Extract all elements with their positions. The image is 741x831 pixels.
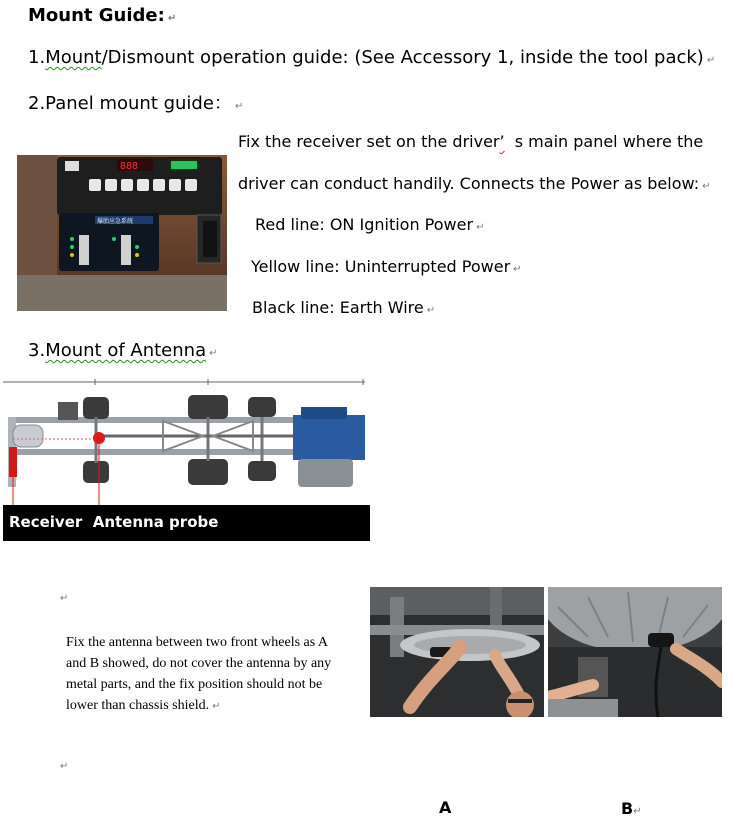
panel-photo bbox=[17, 155, 227, 311]
panel-text-2: driver can conduct handily. Connects the Power as below: bbox=[238, 174, 700, 193]
antenna-note-text: Fix the antenna between two front wheels as A and B showed, do not cover the antenna by any metal parts, and the fix position should not be lower than chassis shield. bbox=[66, 635, 332, 713]
paragraph-mark: ↵ bbox=[633, 806, 642, 817]
step-3-number: 3. bbox=[28, 340, 46, 361]
paragraph-mark: ↵ bbox=[706, 55, 716, 66]
photo-a-label: A bbox=[439, 798, 452, 817]
paragraph-mark-blank-2: ↵ bbox=[60, 761, 69, 772]
photo-a bbox=[370, 587, 544, 717]
title-text: Mount Guide: bbox=[28, 5, 165, 26]
step-1-mount-word: Mount bbox=[45, 47, 102, 68]
paragraph-mark: ↵ bbox=[209, 348, 218, 359]
step-2-text: 2.Panel mount guide： bbox=[28, 93, 232, 114]
wire-red-text: Red line: ON Ignition Power bbox=[255, 215, 474, 234]
paragraph-mark: ↵ bbox=[212, 701, 221, 712]
panel-illustration bbox=[17, 155, 227, 311]
step-1-heading bbox=[28, 47, 715, 68]
photo-a-illustration bbox=[370, 587, 544, 717]
device-screen-digits: 888 bbox=[120, 161, 139, 172]
step-1-number: 1. bbox=[28, 47, 46, 68]
wire-yellow bbox=[251, 257, 522, 276]
device-chinese-label: 爆胎应急系统 bbox=[97, 218, 134, 225]
panel-text-line-1 bbox=[238, 132, 703, 151]
paragraph-mark: ↵ bbox=[426, 305, 436, 316]
photo-b-label: B bbox=[621, 799, 634, 818]
photo-b-label-wrap bbox=[621, 799, 642, 818]
step-3-text: Mount of Antenna bbox=[45, 340, 207, 361]
paragraph-mark-blank-1: ↵ bbox=[60, 593, 69, 604]
page-title bbox=[28, 5, 176, 26]
paragraph-mark: ↵ bbox=[513, 264, 522, 275]
step-2-heading bbox=[28, 89, 243, 115]
wire-black-text: Black line: Earth Wire bbox=[252, 298, 424, 317]
panel-apostrophe: ’ bbox=[499, 132, 505, 151]
paragraph-mark: ↵ bbox=[167, 13, 177, 24]
step-1-text: /Dismount operation guide: (See Accessory 1, inside the tool pack) bbox=[101, 47, 704, 68]
chassis-caption: Receiver Antenna probe bbox=[9, 513, 219, 531]
panel-text-line-2 bbox=[238, 174, 711, 193]
paragraph-mark: ↵ bbox=[234, 101, 244, 112]
step-3-heading bbox=[28, 340, 218, 361]
wire-yellow-text: Yellow line: Uninterrupted Power bbox=[251, 257, 511, 276]
panel-text-1b: s main panel where the bbox=[514, 132, 704, 151]
chassis-diagram bbox=[3, 377, 370, 541]
paragraph-mark: ↵ bbox=[476, 222, 485, 233]
photo-b bbox=[548, 587, 722, 717]
wire-red bbox=[255, 215, 484, 234]
photo-b-illustration bbox=[548, 587, 722, 717]
paragraph-mark: ↵ bbox=[702, 181, 711, 192]
wire-black bbox=[252, 298, 435, 317]
antenna-note bbox=[66, 632, 341, 717]
panel-text-1a: Fix the receiver set on the driver bbox=[238, 132, 500, 151]
